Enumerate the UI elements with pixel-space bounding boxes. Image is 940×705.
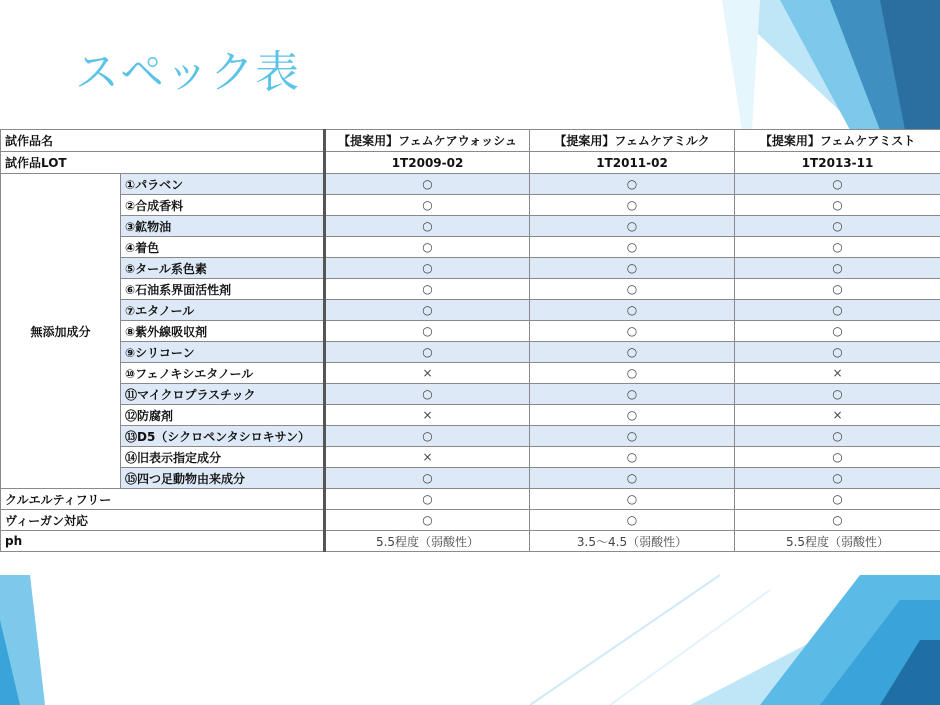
product-lot: 1T2009-02	[325, 152, 530, 174]
ingredient-label: ⑨シリコーン	[121, 342, 325, 363]
value-cell: ○	[735, 321, 940, 342]
value-cell: ○	[530, 300, 735, 321]
ingredient-label: ⑩フェノキシエタノール	[121, 363, 325, 384]
header-row-lot	[1, 152, 940, 174]
value-cell: ○	[735, 426, 940, 447]
value-cell: ○	[735, 447, 940, 468]
value-cell: ×	[325, 447, 530, 468]
value-cell: ○	[530, 237, 735, 258]
ingredient-label: ⑥石油系界面活性剤	[121, 279, 325, 300]
value-cell: ○	[325, 279, 530, 300]
ingredient-label: ①パラベン	[121, 174, 325, 195]
value-cell: ○	[735, 510, 940, 531]
value-cell: ○	[530, 384, 735, 405]
table-row	[1, 426, 940, 447]
table-row	[1, 300, 940, 321]
value-cell: ○	[530, 216, 735, 237]
value-cell: ○	[325, 489, 530, 510]
product-name: 【提案用】フェムケアウォッシュ	[325, 130, 530, 152]
table-row	[1, 237, 940, 258]
value-cell: ○	[530, 195, 735, 216]
table-row	[1, 216, 940, 237]
value-cell: ○	[530, 468, 735, 489]
header-label-name: 試作品名	[1, 130, 325, 152]
value-cell: 5.5程度（弱酸性）	[325, 531, 530, 552]
value-cell: ○	[325, 195, 530, 216]
value-cell: ○	[325, 300, 530, 321]
table-row	[1, 363, 940, 384]
value-cell: ○	[735, 384, 940, 405]
value-cell: ○	[530, 174, 735, 195]
ingredient-label: ③鉱物油	[121, 216, 325, 237]
ingredient-label: ⑮四つ足動物由来成分	[121, 468, 325, 489]
value-cell: ○	[735, 489, 940, 510]
ingredient-label: ⑦エタノール	[121, 300, 325, 321]
ingredient-label: ⑭旧表示指定成分	[121, 447, 325, 468]
value-cell: ×	[325, 405, 530, 426]
table-row	[1, 384, 940, 405]
page-title: スペック表	[75, 47, 300, 98]
row-label: ヴィーガン対応	[1, 510, 325, 531]
ingredient-label: ②合成香料	[121, 195, 325, 216]
table-row	[1, 321, 940, 342]
value-cell: ○	[325, 342, 530, 363]
product-lot: 1T2013-11	[735, 152, 940, 174]
value-cell: ○	[735, 237, 940, 258]
ingredient-label: ⑤タール系色素	[121, 258, 325, 279]
value-cell: ○	[530, 405, 735, 426]
spec-table	[0, 129, 940, 552]
ingredient-label: ⑪マイクロプラスチック	[121, 384, 325, 405]
value-cell: ○	[325, 468, 530, 489]
value-cell: 3.5～4.5（弱酸性）	[530, 531, 735, 552]
table-row	[1, 279, 940, 300]
table-row	[1, 258, 940, 279]
table-row	[1, 405, 940, 426]
value-cell: ○	[530, 510, 735, 531]
value-cell: ×	[735, 405, 940, 426]
value-cell: ○	[735, 216, 940, 237]
value-cell: ○	[325, 321, 530, 342]
value-cell: 5.5程度（弱酸性）	[735, 531, 940, 552]
value-cell: ○	[325, 258, 530, 279]
product-name: 【提案用】フェムケアミスト	[735, 130, 940, 152]
product-lot: 1T2011-02	[530, 152, 735, 174]
value-cell: ○	[325, 237, 530, 258]
value-cell: ○	[735, 174, 940, 195]
value-cell: ○	[325, 216, 530, 237]
table-row	[1, 489, 940, 510]
value-cell: ×	[735, 363, 940, 384]
additive-free-group-label: 無添加成分	[1, 174, 121, 489]
table-row	[1, 174, 940, 195]
product-name: 【提案用】フェムケアミルク	[530, 130, 735, 152]
value-cell: ○	[735, 279, 940, 300]
value-cell: ○	[530, 489, 735, 510]
table-row	[1, 195, 940, 216]
value-cell: ×	[325, 363, 530, 384]
header-label-lot: 試作品LOT	[1, 152, 325, 174]
value-cell: ○	[530, 342, 735, 363]
value-cell: ○	[530, 321, 735, 342]
value-cell: ○	[325, 174, 530, 195]
value-cell: ○	[325, 384, 530, 405]
ingredient-label: ⑫防腐剤	[121, 405, 325, 426]
value-cell: ○	[735, 258, 940, 279]
value-cell: ○	[530, 426, 735, 447]
value-cell: ○	[530, 279, 735, 300]
ingredient-label: ⑧紫外線吸収剤	[121, 321, 325, 342]
ingredient-label: ④着色	[121, 237, 325, 258]
value-cell: ○	[325, 426, 530, 447]
table-row	[1, 531, 940, 552]
value-cell: ○	[735, 342, 940, 363]
row-label: ph	[1, 531, 325, 552]
value-cell: ○	[530, 363, 735, 384]
row-label: クルエルティフリー	[1, 489, 325, 510]
value-cell: ○	[735, 468, 940, 489]
table-row	[1, 342, 940, 363]
value-cell: ○	[735, 300, 940, 321]
value-cell: ○	[530, 258, 735, 279]
table-row	[1, 447, 940, 468]
header-row-name	[1, 130, 940, 152]
ingredient-label: ⑬D5（シクロペンタシロキサン）	[121, 426, 325, 447]
value-cell: ○	[530, 447, 735, 468]
table-row	[1, 510, 940, 531]
value-cell: ○	[325, 510, 530, 531]
value-cell: ○	[735, 195, 940, 216]
table-row	[1, 468, 940, 489]
